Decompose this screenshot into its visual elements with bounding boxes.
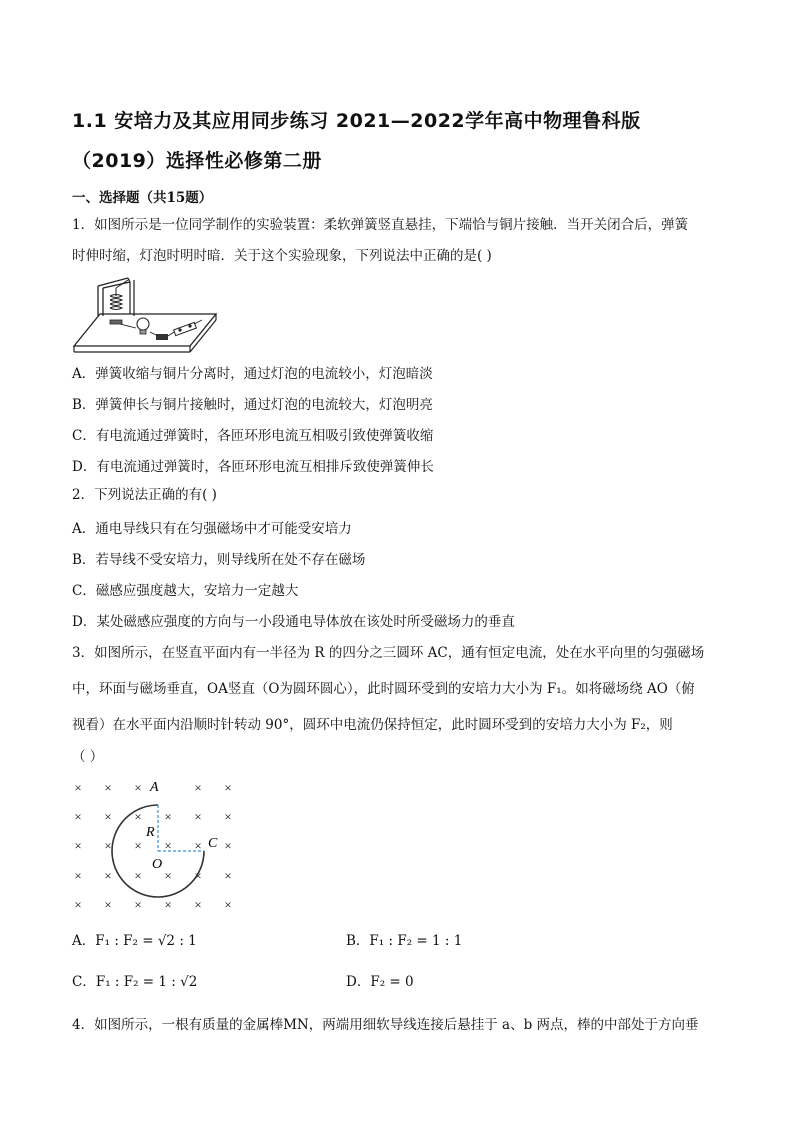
field-cross-mark: × (194, 838, 202, 853)
field-cross-mark: × (74, 809, 82, 824)
question-3-option-d: D．F₂ = 0 (346, 974, 414, 990)
field-cross-mark: × (104, 897, 112, 912)
field-cross-mark: × (134, 838, 142, 853)
field-cross-mark: × (224, 809, 232, 824)
field-cross-mark: × (134, 897, 142, 912)
label-o: O (152, 857, 163, 872)
field-cross-mark: × (164, 809, 172, 824)
question-3-line-4: （ ） (72, 749, 104, 765)
label-r: R (146, 825, 155, 840)
question-3-option-c: C．F₁ : F₂ = 1 : √2 (72, 974, 198, 990)
field-cross-mark: × (194, 868, 202, 883)
question-2-option-d: D．某处磁感应强度的方向与一小段通电导体放在该处时所受磁场力的垂直 (72, 614, 515, 630)
question-4-line-1: 4．如图所示，一根有质量的金属棒MN，两端用细软导线连接后悬挂于 a、b 两点，棒的中部处于方向垂 (72, 1017, 699, 1033)
field-cross-mark: × (164, 868, 172, 883)
question-1-option-c: C．有电流通过弹簧时，各匝环形电流互相吸引致使弹簧收缩 (72, 428, 434, 444)
question-2-option-b: B．若导线不受安培力，则导线所在处不存在磁场 (72, 552, 366, 568)
label-c: C (208, 836, 218, 851)
field-cross-mark: × (224, 838, 232, 853)
field-cross-mark: × (74, 780, 82, 795)
question-1-option-d: D．有电流通过弹簧时，各匝环形电流互相排斥致使弹簧伸长 (72, 459, 434, 475)
field-cross-mark: × (104, 809, 112, 824)
question-3-line-1: 3．如图所示，在竖直平面内有一半径为 R 的四分之三圆环 AC，通有恒定电流，处在水平向里的匀强磁场 (72, 645, 705, 661)
page-title-line-1: 1.1 安培力及其应用同步练习 2021—2022学年高中物理鲁科版 (72, 110, 641, 132)
field-cross-mark: × (104, 780, 112, 795)
question-1-line-2: 时伸时缩，灯泡时明时暗．关于这个实验现象，下列说法中正确的是( ) (72, 248, 492, 264)
field-cross-mark: × (74, 838, 82, 853)
section-heading: 一、选择题（共15题） (72, 190, 213, 206)
field-cross-mark: × (194, 780, 202, 795)
field-cross-mark: × (104, 838, 112, 853)
figure-spring-apparatus (70, 276, 220, 354)
field-cross-mark: × (104, 868, 112, 883)
question-2-option-c: C．磁感应强度越大，安培力一定越大 (72, 583, 299, 599)
field-cross-mark: × (194, 809, 202, 824)
field-cross-mark: × (164, 897, 172, 912)
field-cross-mark: × (74, 868, 82, 883)
question-3-line-2: 中，环面与磁场垂直，OA竖直（O为圆环圆心），此时圆环受到的安培力大小为 F₁。如将磁场绕 AO（俯 (72, 681, 695, 697)
field-cross-mark: × (164, 838, 172, 853)
question-3-line-3: 视看）在水平面内沿顺时针转动 90°，圆环中电流仍保持恒定，此时圆环受到的安培力大小为 F₂，则 (72, 717, 673, 733)
field-cross-mark: × (134, 868, 142, 883)
question-3-option-a: A．F₁ : F₂ = √2 : 1 (72, 933, 197, 949)
field-cross-mark: × (224, 780, 232, 795)
question-2-option-a: A．通电导线只有在匀强磁场中才可能受安培力 (72, 521, 352, 537)
field-cross-mark: × (134, 809, 142, 824)
figure-ring-in-field (66, 774, 246, 914)
field-cross-mark: × (224, 897, 232, 912)
field-cross-mark: × (224, 868, 232, 883)
field-cross-mark: × (134, 780, 142, 795)
label-a: A (150, 780, 159, 795)
field-cross-mark: × (74, 897, 82, 912)
page-title-line-2: （2019）选择性必修第二册 (72, 150, 322, 172)
field-cross-mark: × (194, 897, 202, 912)
question-1-option-b: B．弹簧伸长与铜片接触时，通过灯泡的电流较大，灯泡明亮 (72, 397, 433, 413)
question-1-line-1: 1．如图所示是一位同学制作的实验装置：柔软弹簧竖直悬挂，下端恰与铜片接触．当开关闭合后，弹簧 (72, 217, 689, 233)
question-3-option-b: B．F₁ : F₂ = 1 : 1 (346, 933, 463, 949)
question-1-option-a: A．弹簧收缩与铜片分离时，通过灯泡的电流较小，灯泡暗淡 (72, 366, 433, 382)
question-2-line-1: 2．下列说法正确的有( ) (72, 487, 217, 503)
